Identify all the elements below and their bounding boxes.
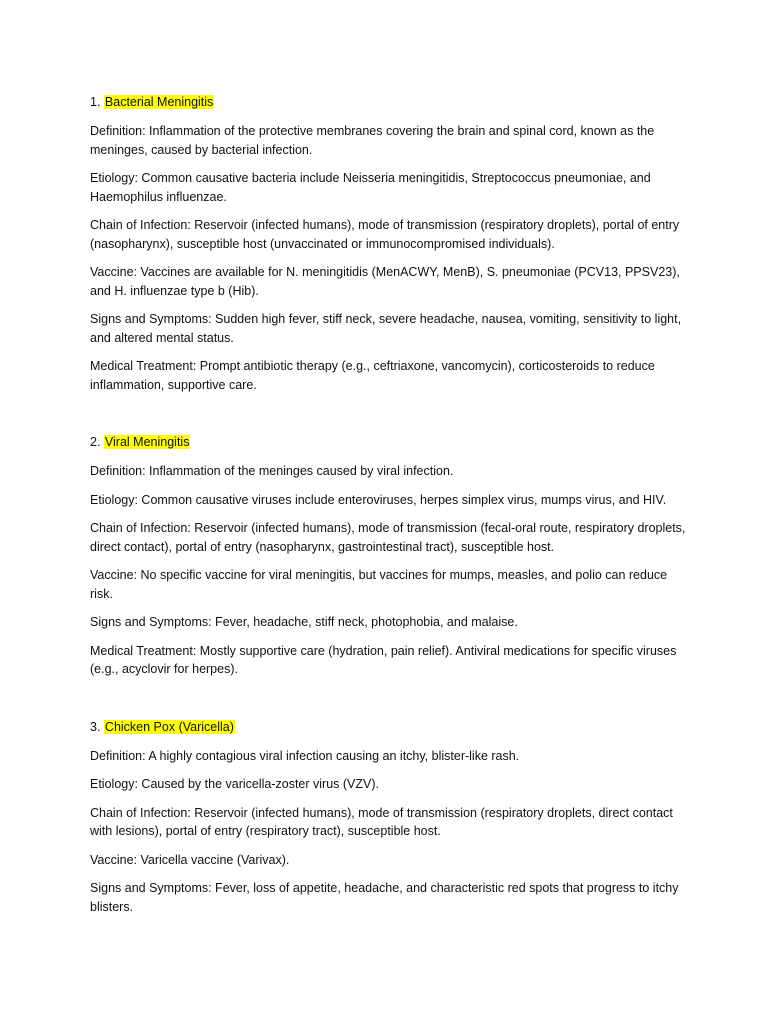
section-heading xyxy=(90,717,690,737)
vaccine-paragraph: Vaccine: No specific vaccine for viral meningitis, but vaccines for mumps, measles, and polio can reduce risk. xyxy=(90,568,668,601)
section-number: 2. xyxy=(90,435,101,449)
chain-of-infection-paragraph: Chain of Infection: Reservoir (infected humans), mode of transmission (fecal-oral route, respiratory droplets, direct contact), portal of entry (nasopharynx, gastrointestinal tract), susceptible host. xyxy=(90,521,686,554)
signs-and-symptoms-paragraph: Signs and Symptoms: Sudden high fever, stiff neck, severe headache, nausea, vomiting, sensitivity to light, and altered mental status. xyxy=(90,312,682,345)
section-number: 3. xyxy=(90,719,101,734)
chain-of-infection-paragraph: Chain of Infection: Reservoir (infected humans), mode of transmission (respiratory droplets, direct contact with lesions), portal of entry (respiratory tract), susceptible host. xyxy=(90,805,673,838)
medical-treatment-paragraph: Medical Treatment: Prompt antibiotic therapy (e.g., ceftriaxone, vancomycin), corticosteroids to reduce inflammation, supportive care. xyxy=(90,359,655,392)
signs-and-symptoms-paragraph: Signs and Symptoms: Fever, headache, stiff neck, photophobia, and malaise. xyxy=(90,615,518,629)
section-heading xyxy=(90,432,690,452)
medical-treatment-paragraph: Medical Treatment: Mostly supportive care (hydration, pain relief). Antiviral medications for specific viruses (e.g., acyclovir for herpes). xyxy=(90,643,677,676)
vaccine-paragraph: Vaccine: Vaccines are available for N. meningitidis (MenACWY, MenB), S. pneumoniae (PCV13, PPSV23), and H. influenzae type b (Hib). xyxy=(90,265,680,298)
definition-paragraph: Definition: Inflammation of the meninges caused by viral infection. xyxy=(90,464,454,478)
etiology-paragraph: Etiology: Caused by the varicella-zoster virus (VZV). xyxy=(90,777,379,791)
definition-paragraph: Definition: A highly contagious viral infection causing an itchy, blister-like rash. xyxy=(90,748,520,763)
vaccine-paragraph: Vaccine: Varicella vaccine (Varivax). xyxy=(90,852,290,867)
section-title-highlighted: Chicken Pox (Varicella) xyxy=(104,719,234,734)
etiology-paragraph: Etiology: Common causative viruses include enteroviruses, herpes simplex virus, mumps virus, and HIV. xyxy=(90,492,667,507)
section-viral-meningitis xyxy=(90,432,690,679)
signs-and-symptoms-paragraph: Signs and Symptoms: Fever, loss of appetite, headache, and characteristic red spots that progress to itchy blisters. xyxy=(90,881,679,914)
definition-paragraph: Definition: Inflammation of the protective membranes covering the brain and spinal cord, known as the meninges, caused by bacterial infection. xyxy=(90,124,655,157)
section-spacer xyxy=(90,404,690,432)
section-number: 1. xyxy=(90,95,101,109)
section-title-highlighted: Bacterial Meningitis xyxy=(104,95,214,109)
chain-of-infection-paragraph: Chain of Infection: Reservoir (infected humans), mode of transmission (respiratory droplets), portal of entry (nasopharynx), susceptible host (unvaccinated or immunocompromised individuals). xyxy=(90,218,680,251)
document-page xyxy=(90,92,690,926)
section-title-highlighted: Viral Meningitis xyxy=(104,435,190,449)
etiology-paragraph: Etiology: Common causative bacteria include Neisseria meningitidis, Streptococcus pneumoniae, and Haemophilus influenzae. xyxy=(90,171,651,204)
section-spacer xyxy=(90,689,690,717)
section-chicken-pox xyxy=(90,717,690,917)
section-bacterial-meningitis xyxy=(90,92,690,394)
section-heading xyxy=(90,92,690,112)
